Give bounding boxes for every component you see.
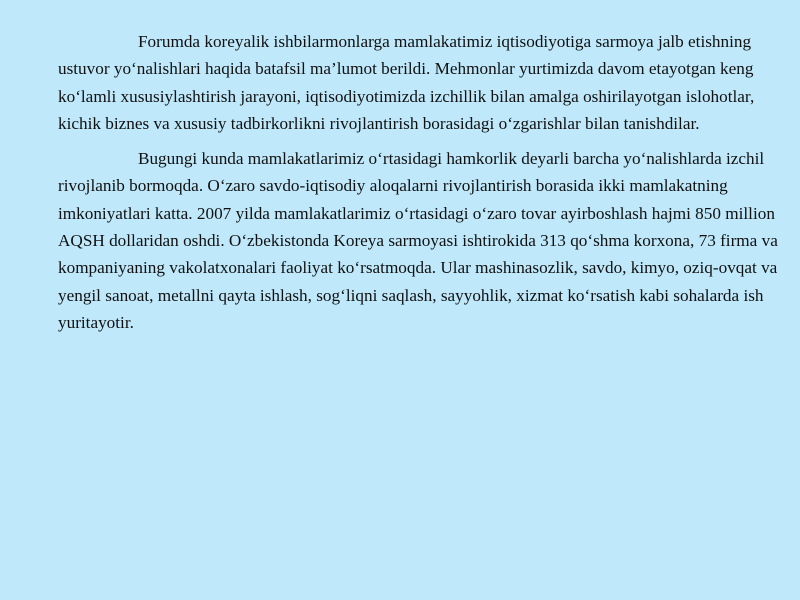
paragraph-forum-investment: Forumda koreyalik ishbilarmonlarga mamlakatimiz iqtisodiyotiga sarmoya jalb etishning ustuvor yo‘nalishlari haqida batafsil ma’lumot berildi. Mehmonlar yurtimizda davom etayotgan keng ko‘lamli xususiylashtirish jarayoni, iqtisodiyotimizda izchillik bilan amalga oshirilayotgan islohotlar, kichik biznes va xususiy tadbirkorlikni rivojlantirish borasidagi o‘zgarishlar bilan tanishdilar. xyxy=(58,32,755,133)
paragraph-bilateral-cooperation: Bugungi kunda mamlakatlarimiz o‘rtasidagi hamkorlik deyarli barcha yo‘nalishlarda izchil rivojlanib bormoqda. O‘zaro savdo-iqtisodiy aloqalarni rivojlantirish borasida ikki mamlakatning imkoniyatlari katta. 2007 yilda mamlakatlarimiz o‘rtasidagi o‘zaro tovar ayirboshlash hajmi 850 million AQSH dollaridan oshdi. O‘zbekistonda Koreya sarmoyasi ishtirokida 313 qo‘shma korxona, 73 firma va kompaniyaning vakolatxonalari faoliyat ko‘rsatmoqda. Ular mashinasozlik, savdo, kimyo, oziq-ovqat va yengil sanoat, metallni qayta ishlash, sog‘liqni saqlash, sayyohlik, xizmat ko‘rsatish kabi sohalarda ish yuritayotir. xyxy=(58,149,778,332)
